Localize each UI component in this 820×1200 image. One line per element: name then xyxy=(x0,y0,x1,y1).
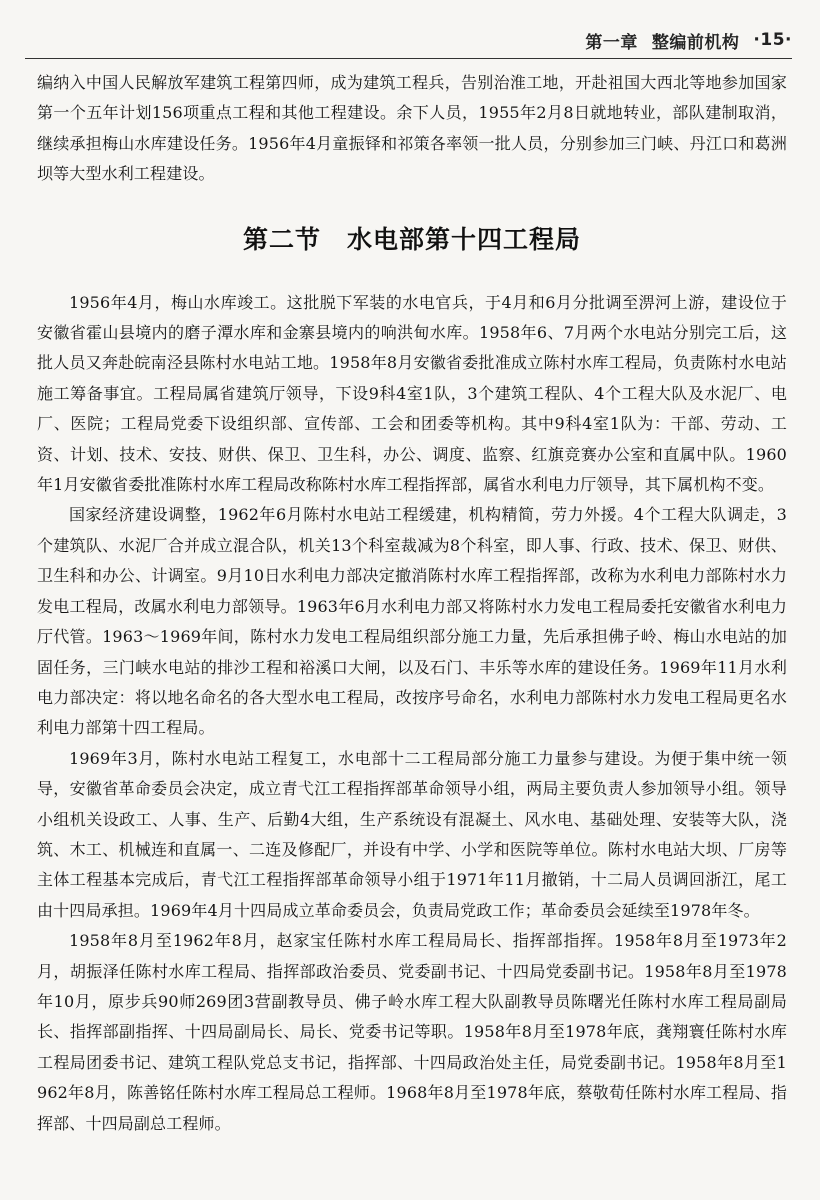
section-title-text: 水电部第十四工程局 xyxy=(347,224,582,254)
body-paragraph-1: 1956年4月，梅山水库竣工。这批脱下军装的水电官兵，于4月和6月分批调至淠河上游，建设位于安徽省霍山县境内的磨子潭水库和金寨县境内的响洪甸水库。1958年6、7月两个水电站分别完工后，这批人员又奔赴皖南泾县陈村水电站工地。1958年8月安徽省委批准成立陈村水库工程局，负责陈村水电站施工筹备事宜。工程局属省建筑厅领导，下设9科4室1队，3个建筑工程队、4个工程大队及水泥厂、电厂、医院；工程局党委下设组织部、宣传部、工会和团委等机构。其中9科4室1队为：干部、劳动、工资、计划、技术、安技、财供、保卫、卫生科，办公、调度、监察、红旗竞赛办公室和直属中队。1960年1月安徽省委批准陈村水库工程局改称陈村水库工程指挥部，属省水利电力厅领导，其下属机构不变。 xyxy=(37,292,787,495)
section-heading xyxy=(37,220,787,260)
page-number: ·15· xyxy=(753,30,792,50)
header-title: 整编前机构 xyxy=(651,32,740,53)
body-paragraph-2: 国家经济建设调整，1962年6月陈村水电站工程缓建，机构精简，劳力外援。4个工程大队调走，3个建筑队、水泥厂合并成立混合队，机关13个科室裁减为8个科室，即人事、行政、技术、保卫、财供、卫生科和办公、计调室。9月10日水利电力部决定撤消陈村水库工程指挥部，改称为水利电力部陈村水力发电工程局，改属水利电力部领导。1963年6月水利电力部又将陈村水力发电工程局委托安徽省水利电力厅代管。1963～1969年间，陈村水力发电工程局组织部分施工力量，先后承担佛子岭、梅山水电站的加固任务，三门峡水电站的排沙工程和裕溪口大闸，以及石门、丰乐等水库的建设任务。1969年11月水利电力部决定：将以地名命名的各大型水电工程局，改按序号命名，水利电力部陈村水力发电工程局更名水利电力部第十四工程局。 xyxy=(37,505,787,738)
running-header xyxy=(25,22,792,59)
continued-paragraph: 编纳入中国人民解放军建筑工程第四师，成为建筑工程兵，告别治淮工地，开赴祖国大西北等地参加国家第一个五年计划156项重点工程和其他工程建设。余下人员，1955年2月8日就地转业，部队建制取消，继续承担梅山水库建设任务。1956年4月童振铎和祁策各率领一批人员，分别参加三门峡、丹江口和葛洲坝等大型水利工程建设。 xyxy=(37,73,787,184)
header-chapter: 第一章 xyxy=(585,32,638,53)
body-paragraph-4: 1958年8月至1962年8月，赵家宝任陈村水库工程局局长、指挥部指挥。1958年8月至1973年2月，胡振泽任陈村水库工程局、指挥部政治委员、党委副书记、十四局党委副书记。1958年8月至1978年10月，原步兵90师269团3营副教导员、佛子岭水库工程大队副教导员陈曙光任陈村水库工程局副局长、指挥部副指挥、十四局副局长、局长、党委书记等职。1958年8月至1978年底，龚翔寰任陈村水库工程局团委书记、建筑工程队党总支书记，指挥部、十四局政治处主任，局党委副书记。1958年8月至1962年8月，陈善铭任陈村水库工程局总工程师。1968年8月至1978年底，蔡敬荀任陈村水库工程局、指挥部、十四局副总工程师。 xyxy=(37,931,787,1133)
section-number: 第二节 xyxy=(242,224,321,254)
page-content xyxy=(37,68,787,1182)
body-paragraph-3: 1969年3月，陈村水电站工程复工，水电部十二工程局部分施工力量参与建设。为便于集中统一领导，安徽省革命委员会决定，成立青弋江工程指挥部革命领导小组，两局主要负责人参加领导小组。领导小组机关设政工、人事、生产、后勤4大组，生产系统设有混凝土、风水电、基础处理、安装等大队，浇筑、木工、机械连和直属一、二连及修配厂，并设有中学、小学和医院等单位。陈村水电站大坝、厂房等主体工程基本完成后，青弋江工程指挥部革命领导小组于1971年11月撤销，十二局人员调回浙江，尾工由十四局承担。1969年4月十四局成立革命委员会，负责局党政工作；革命委员会延续至1978年冬。 xyxy=(37,748,787,920)
